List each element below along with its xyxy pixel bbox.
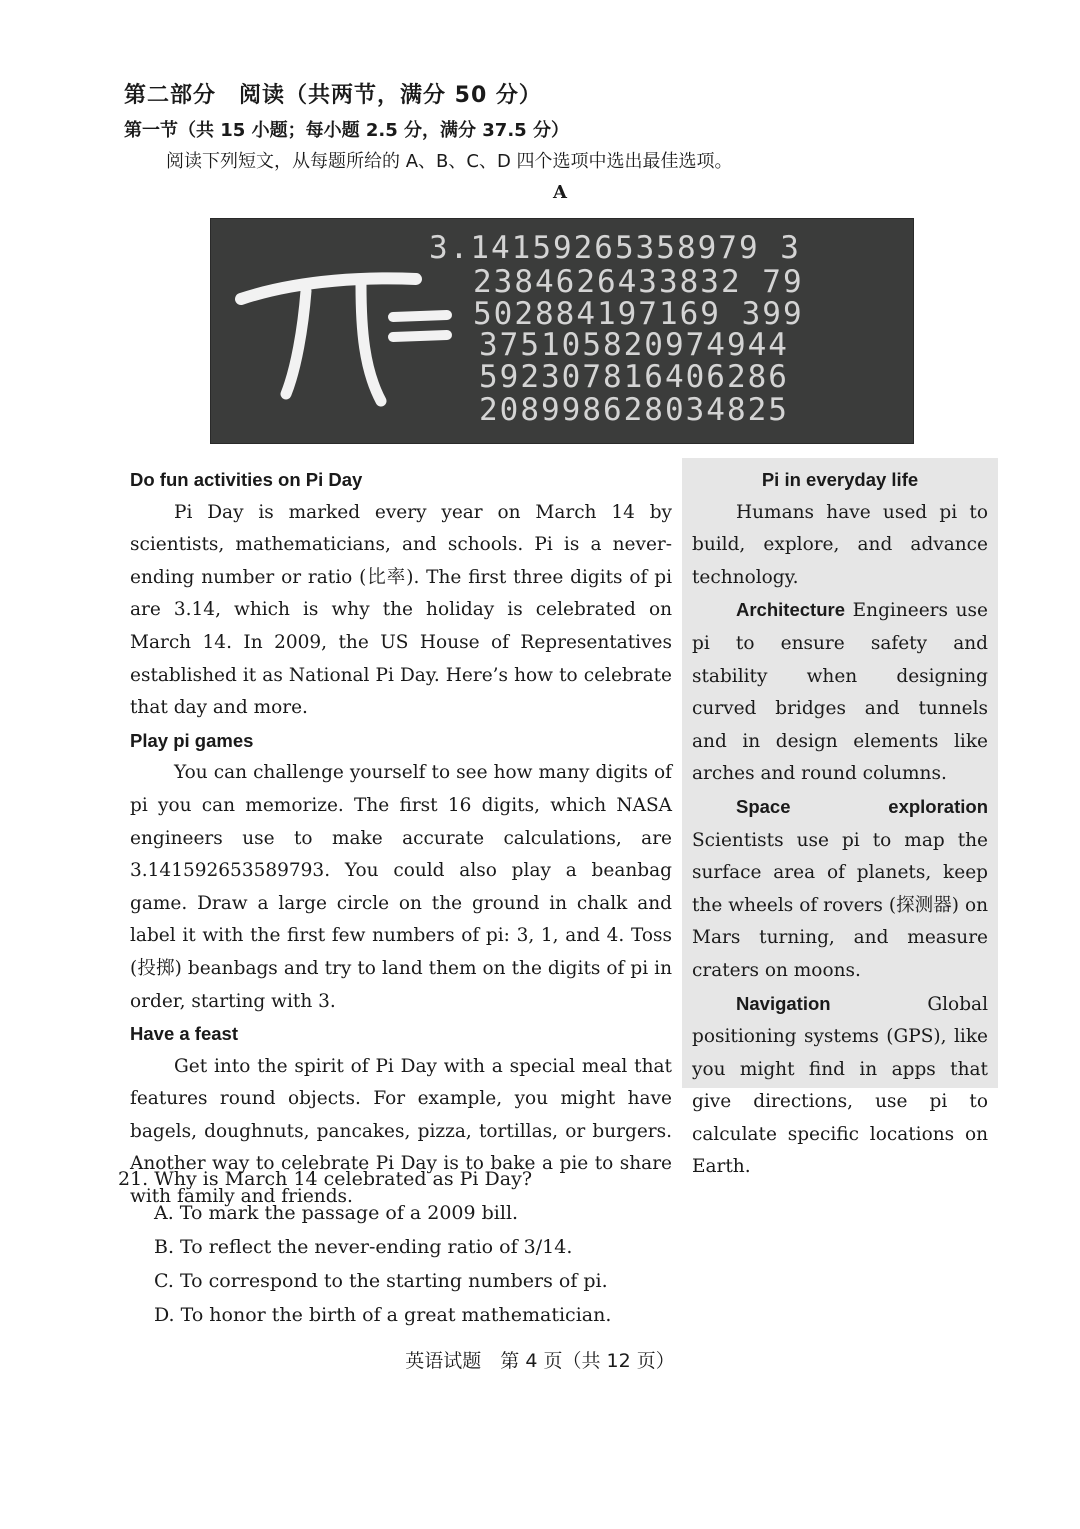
section-heading-feast: Have a feast <box>130 1023 238 1045</box>
chalkboard-svg <box>211 219 913 443</box>
option-d: D. To honor the birth of a great mathematician. <box>154 1304 612 1326</box>
sidebar-item-architecture <box>692 594 988 791</box>
sidebar-item-navigation <box>692 988 988 1185</box>
instruction: 阅读下列短文，从每题所给的 A、B、C、D 四个选项中选出最佳选项。 <box>166 151 733 172</box>
chalk-digits-line-5: 592307816406286 <box>479 359 789 395</box>
sidebar-text: Scientists use pi to map the surface area of planets, keep the wheels of rovers (探测器) on Mars turning, and measure craters on moons. <box>692 829 988 981</box>
article-intro: Pi Day is marked every year on March 14 by scientists, mathematicians, and schools. Pi is a never-ending number or ratio (比率). The first three digits of pi are 3.14, which is why the holiday is celebrated on March 14. In 2009, the US House of Representatives established it as National Pi Day. Here’s how to celebrate that day and more. <box>130 501 672 719</box>
sidebar-box <box>682 458 998 1178</box>
sidebar-text: Global positioning systems (GPS), like you might find in apps that give directions, use pi to calculate specific locations on Earth. <box>692 993 988 1178</box>
section-text-feast: Get into the spirit of Pi Day with a special meal that features round objects. For example, you might have bagels, doughnuts, pancakes, pizza, tortillas, or burgers. Another way to celebrate Pi Day is to bake a pie to share with family and friends. <box>130 1055 672 1208</box>
chalk-digits-line-2: 2384626433832 79 <box>473 264 804 300</box>
option-b: B. To reflect the never-ending ratio of 3/14. <box>154 1236 573 1258</box>
option-c: C. To correspond to the starting numbers of pi. <box>154 1270 608 1292</box>
section-heading-games: Play pi games <box>130 729 254 751</box>
sidebar-title: Pi in everyday life <box>761 469 919 490</box>
chalk-digits-line-3: 502884197169 399 <box>473 296 804 332</box>
question-21 <box>118 1162 611 1332</box>
sidebar-text: Engineers use pi to ensure safety and stability when designing curved bridges and tunnels and in design elements like arches and round columns. <box>692 600 988 785</box>
chalk-digits-line-6: 208998628034825 <box>479 392 789 428</box>
sidebar-intro: Humans have used pi to build, explore, and advance technology. <box>692 501 988 588</box>
page-footer: 英语试题 第 4 页（共 12 页） <box>405 1350 675 1372</box>
question-stem: 21. Why is March 14 celebrated as Pi Day? <box>118 1168 533 1190</box>
section-text-games: You can challenge yourself to see how many digits of pi you can memorize. The first 16 digits, which NASA engineers use to make accurate calculations, are 3.141592653589793. You could also play a beanbag game. Draw a large circle on the ground in chalk and label it with the first few numbers of pi: 3, 1, and 4. Toss (投掷) beanbags and try to land them on the digits of pi in order, starting with 3. <box>130 762 672 1012</box>
section-title: 第一节（共 15 小题；每小题 2.5 分，满分 37.5 分） <box>124 120 569 141</box>
sidebar-term: Navigation <box>736 992 831 1014</box>
sidebar-term: Space exploration <box>736 795 988 817</box>
article-title: Do fun activities on Pi Day <box>130 469 363 490</box>
part-title: 第二部分 阅读（共两节，满分 50 分） <box>124 83 542 108</box>
sidebar-term: Architecture <box>736 599 845 621</box>
passage-letter: A <box>553 182 567 203</box>
chalk-digits-line-4: 375105820974944 <box>479 327 789 363</box>
sidebar-item-space <box>692 791 988 988</box>
chalk-digits-line-1: 3.14159265358979 3 <box>429 230 801 266</box>
option-a: A. To mark the passage of a 2009 bill. <box>154 1202 519 1224</box>
article <box>130 464 672 1214</box>
chalkboard-image <box>210 218 914 444</box>
